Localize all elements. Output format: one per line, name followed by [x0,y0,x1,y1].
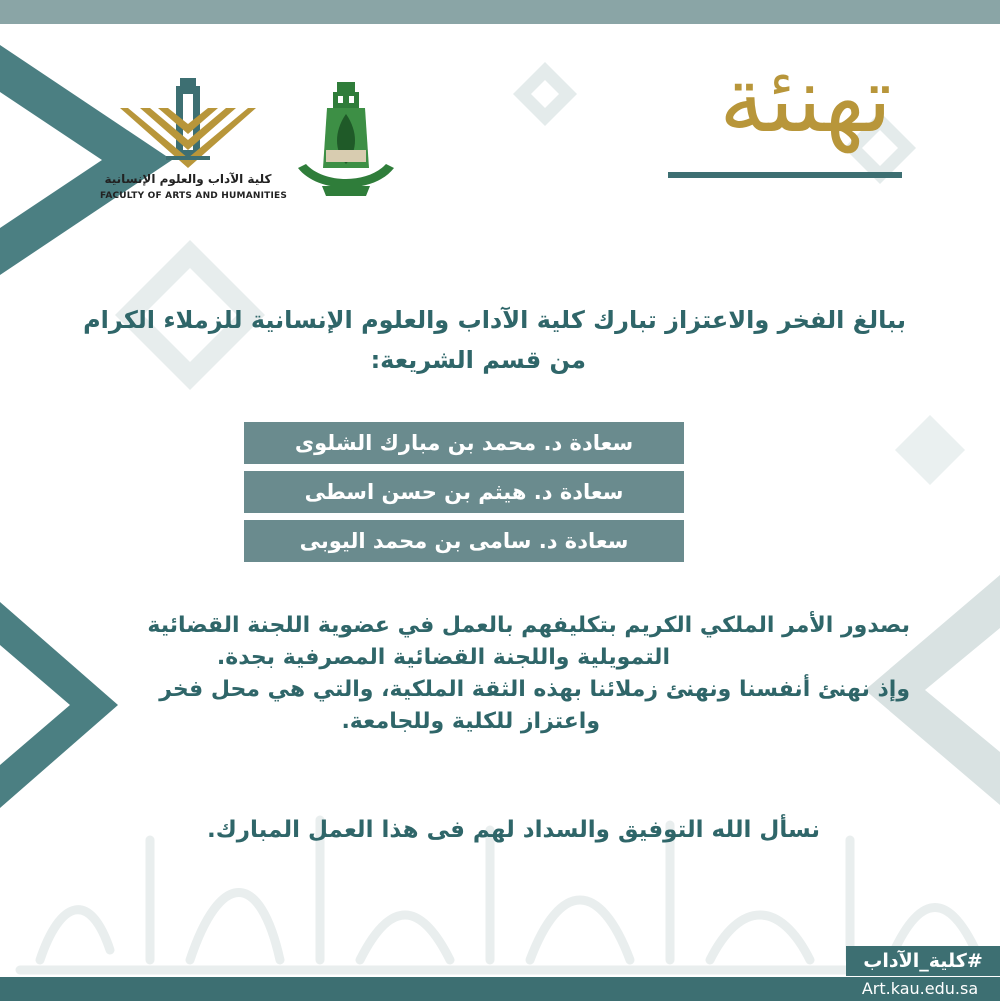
title-underline [668,172,902,178]
website-url: Art.kau.edu.sa [861,979,979,998]
body-line-4: واعتزاز للكلية وللجامعة. [341,709,600,734]
closing-text: نسأل الله التوفيق والسداد لهم فى هذا العمل المبارك. [206,817,820,843]
kau-logo [290,76,402,202]
body-line-2: التمويلية واللجنة القضائية المصرفية بجدة. [216,645,670,670]
honoree-name-box: سعادة د. محمد بن مبارك الشلوى [244,422,684,464]
intro-line-2: من قسم الشريعة: [370,346,586,374]
title-emblem [660,30,910,185]
diamond-right-small [895,415,965,485]
faculty-name-ar: كلية الآداب والعلوم الإنسانية [104,172,272,186]
honoree-name-box: سعادة د. هيثم بن حسن اسطى [244,471,684,513]
title-glyph: تهنئة [719,46,892,153]
intro-text [40,300,906,380]
honoree-name-box: سعادة د. سامى بن محمد اليوبى [244,520,684,562]
body-line-3: وإذ نهنئ أنفسنا ونهنئ زملائنا بهذه الثقة الملكية، والتي هي محل فخر [159,677,910,702]
hashtag-badge: #كلية_الآداب [846,946,1000,976]
honorees-list [244,422,684,569]
intro-line-1: ببالغ الفخر والاعتزاز تبارك كلية الآداب والعلوم الإنسانية للزملاء الكرام [83,306,906,334]
faculty-name-en: FACULTY OF ARTS AND HUMANITIES [100,191,288,201]
body-text [20,610,910,738]
body-line-1: بصدور الأمر الملكي الكريم بتكليفهم بالعمل في عضوية اللجنة القضائية [147,613,910,638]
